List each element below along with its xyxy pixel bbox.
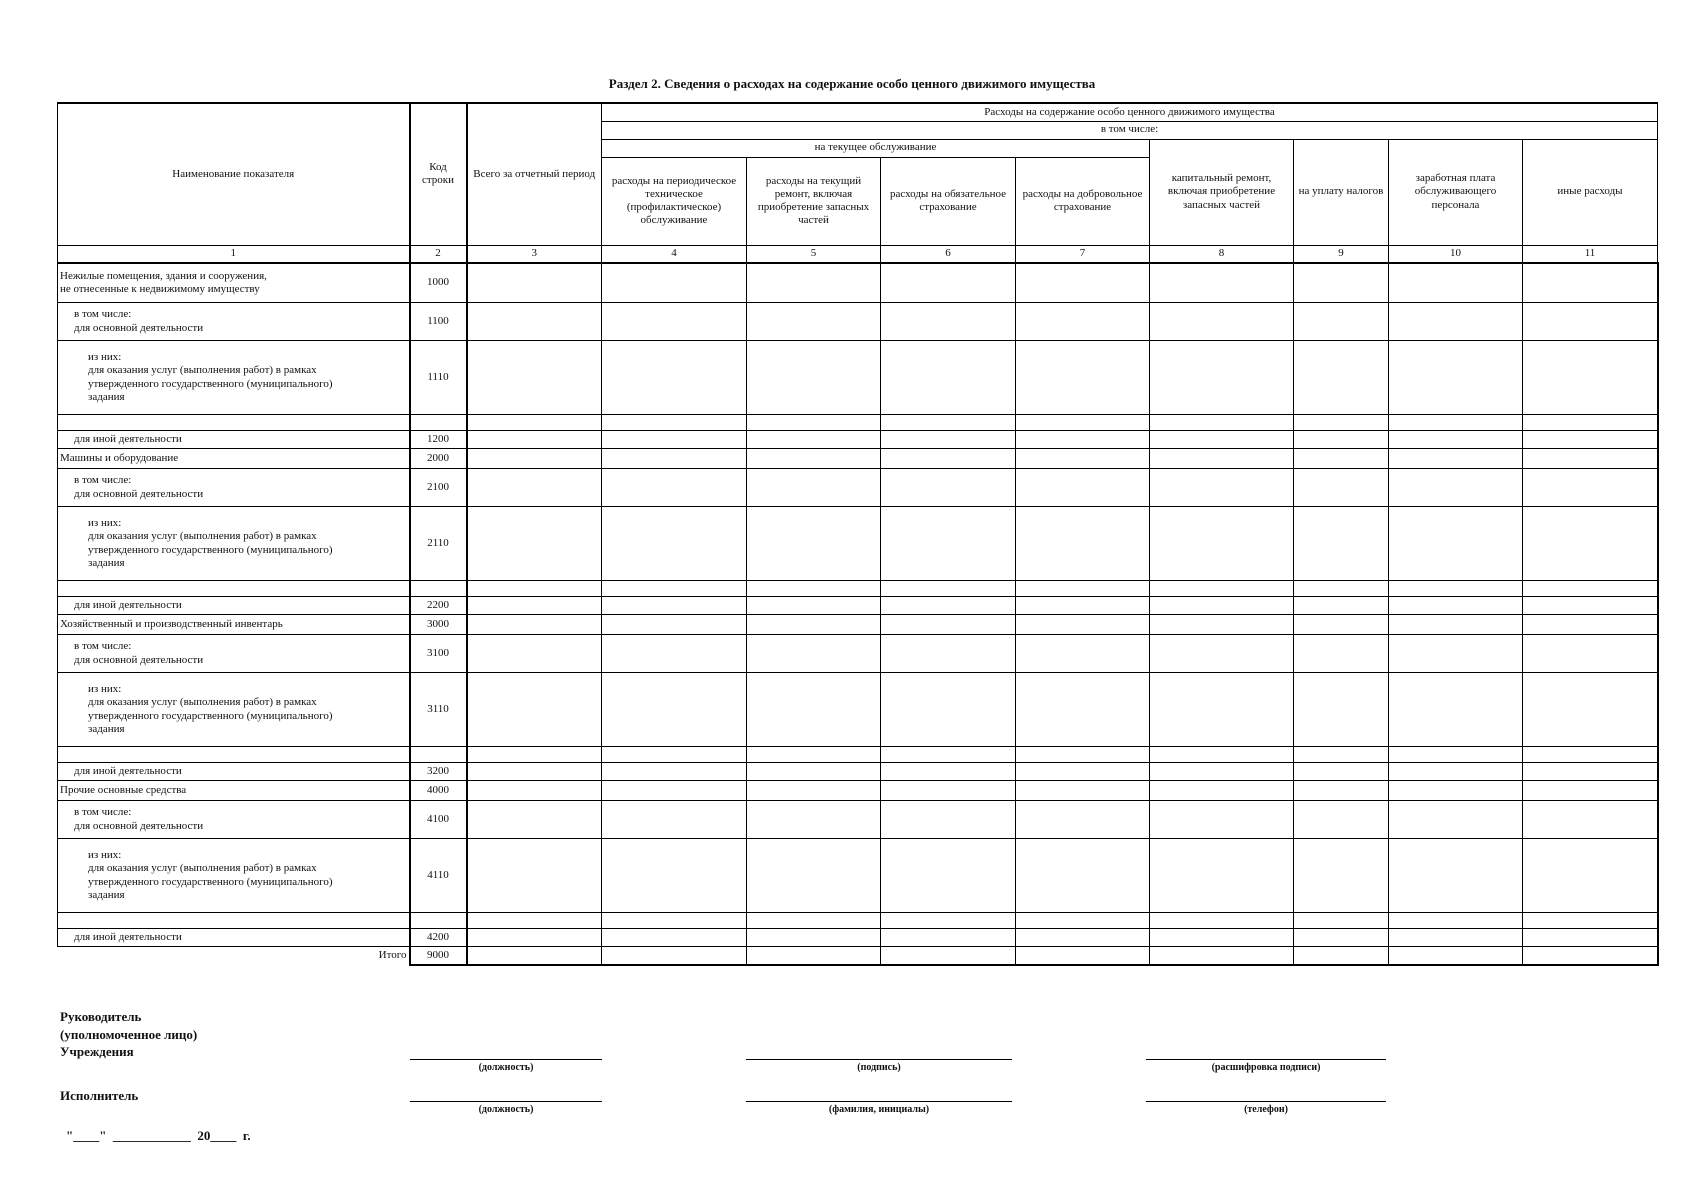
value-cell[interactable] xyxy=(467,341,602,415)
value-cell[interactable] xyxy=(747,469,881,507)
value-cell[interactable] xyxy=(602,673,747,747)
value-cell[interactable] xyxy=(1294,303,1389,341)
table-row xyxy=(58,635,1658,673)
total-value-cell[interactable] xyxy=(1016,947,1150,965)
value-cell[interactable] xyxy=(602,341,747,415)
row-code: 3000 xyxy=(410,615,467,635)
value-cell[interactable] xyxy=(1150,673,1294,747)
row-code: 3110 xyxy=(410,673,467,747)
value-cell[interactable] xyxy=(881,597,1016,615)
value-cell[interactable] xyxy=(1389,913,1523,929)
head-decoding-line[interactable] xyxy=(1146,1059,1386,1060)
row-name xyxy=(58,913,410,929)
header-col-9: на уплату налогов xyxy=(1294,139,1389,245)
value-cell[interactable] xyxy=(1150,913,1294,929)
row-name: Хозяйственный и производственный инвентарь xyxy=(58,615,410,635)
value-cell[interactable] xyxy=(747,303,881,341)
value-cell[interactable] xyxy=(881,839,1016,913)
total-value-cell[interactable] xyxy=(881,947,1016,965)
row-code: 2100 xyxy=(410,469,467,507)
value-cell[interactable] xyxy=(881,929,1016,947)
value-cell[interactable] xyxy=(602,597,747,615)
value-cell[interactable] xyxy=(1389,781,1523,801)
value-cell[interactable] xyxy=(1523,263,1658,303)
value-cell[interactable] xyxy=(602,747,747,763)
value-cell[interactable] xyxy=(881,581,1016,597)
column-numbers-row xyxy=(58,245,1658,263)
value-cell[interactable] xyxy=(1016,781,1150,801)
executor-fio-line[interactable] xyxy=(746,1101,1012,1102)
row-name xyxy=(58,415,410,431)
column-number: 10 xyxy=(1389,245,1523,263)
total-value-cell[interactable] xyxy=(1150,947,1294,965)
value-cell[interactable] xyxy=(1389,615,1523,635)
value-cell[interactable] xyxy=(1016,673,1150,747)
row-name: для иной деятельности xyxy=(58,763,410,781)
value-cell[interactable] xyxy=(1389,469,1523,507)
head-position-line[interactable] xyxy=(410,1059,602,1060)
executor-position-line[interactable] xyxy=(410,1101,602,1102)
value-cell[interactable] xyxy=(881,415,1016,431)
value-cell[interactable] xyxy=(1523,469,1658,507)
total-value-cell[interactable] xyxy=(1389,947,1523,965)
total-value-cell[interactable] xyxy=(467,947,602,965)
value-cell[interactable] xyxy=(1389,763,1523,781)
expenses-table xyxy=(57,102,1659,966)
table-row xyxy=(58,431,1658,449)
header-including: в том числе: xyxy=(602,121,1658,139)
column-number: 8 xyxy=(1150,245,1294,263)
column-number: 6 xyxy=(881,245,1016,263)
value-cell[interactable] xyxy=(881,635,1016,673)
row-code xyxy=(410,913,467,929)
total-row xyxy=(58,947,1658,965)
value-cell[interactable] xyxy=(1150,781,1294,801)
row-name: для иной деятельности xyxy=(58,431,410,449)
value-cell[interactable] xyxy=(881,913,1016,929)
value-cell[interactable] xyxy=(1150,615,1294,635)
header-current-maintenance: на текущее обслуживание xyxy=(602,139,1150,157)
table-row xyxy=(58,781,1658,801)
column-number: 4 xyxy=(602,245,747,263)
value-cell[interactable] xyxy=(467,263,602,303)
value-cell[interactable] xyxy=(1016,581,1150,597)
value-cell[interactable] xyxy=(881,615,1016,635)
value-cell[interactable] xyxy=(1389,263,1523,303)
value-cell[interactable] xyxy=(1523,581,1658,597)
row-code: 1100 xyxy=(410,303,467,341)
value-cell[interactable] xyxy=(881,763,1016,781)
total-value-cell[interactable] xyxy=(602,947,747,965)
value-cell[interactable] xyxy=(747,913,881,929)
value-cell[interactable] xyxy=(1294,449,1389,469)
value-cell[interactable] xyxy=(1294,929,1389,947)
value-cell[interactable] xyxy=(467,597,602,615)
value-cell[interactable] xyxy=(747,615,881,635)
header-col-4: расходы на периодическое техническое (профилактическое) обслуживание xyxy=(602,157,747,245)
row-code: 2110 xyxy=(410,507,467,581)
value-cell[interactable] xyxy=(1150,929,1294,947)
row-code: 4000 xyxy=(410,781,467,801)
row-name: для иной деятельности xyxy=(58,597,410,615)
total-code: 9000 xyxy=(410,947,467,965)
value-cell[interactable] xyxy=(602,415,747,431)
value-cell[interactable] xyxy=(467,635,602,673)
value-cell[interactable] xyxy=(1150,597,1294,615)
row-code: 3200 xyxy=(410,763,467,781)
value-cell[interactable] xyxy=(1016,763,1150,781)
value-cell[interactable] xyxy=(602,801,747,839)
value-cell[interactable] xyxy=(467,615,602,635)
value-cell[interactable] xyxy=(1523,415,1658,431)
value-cell[interactable] xyxy=(747,263,881,303)
value-cell[interactable] xyxy=(1523,747,1658,763)
value-cell[interactable] xyxy=(1523,781,1658,801)
caption-signature: (подпись) xyxy=(857,1062,901,1073)
value-cell[interactable] xyxy=(881,449,1016,469)
value-cell[interactable] xyxy=(467,673,602,747)
value-cell[interactable] xyxy=(881,747,1016,763)
table-row xyxy=(58,341,1658,415)
value-cell[interactable] xyxy=(467,913,602,929)
row-name: из них: для оказания услуг (выполнения работ) в рамках утвержденного государственного (муниципального) задания xyxy=(58,839,410,913)
value-cell[interactable] xyxy=(1294,597,1389,615)
header-col-10: заработная плата обслуживающего персонала xyxy=(1389,139,1523,245)
value-cell[interactable] xyxy=(1389,673,1523,747)
value-cell[interactable] xyxy=(747,415,881,431)
value-cell[interactable] xyxy=(467,303,602,341)
value-cell[interactable] xyxy=(1150,263,1294,303)
value-cell[interactable] xyxy=(602,581,747,597)
date-line: "____" ____________ 20____ г. xyxy=(66,1128,251,1143)
value-cell[interactable] xyxy=(747,781,881,801)
header-col-7: расходы на добровольное страхование xyxy=(1016,157,1150,245)
value-cell[interactable] xyxy=(1150,801,1294,839)
value-cell[interactable] xyxy=(1523,431,1658,449)
value-cell[interactable] xyxy=(1389,597,1523,615)
value-cell[interactable] xyxy=(1523,597,1658,615)
value-cell[interactable] xyxy=(1016,431,1150,449)
value-cell[interactable] xyxy=(1523,615,1658,635)
row-name: из них: для оказания услуг (выполнения работ) в рамках утвержденного государственного (муниципального) задания xyxy=(58,507,410,581)
value-cell[interactable] xyxy=(467,415,602,431)
value-cell[interactable] xyxy=(1294,341,1389,415)
value-cell[interactable] xyxy=(1016,415,1150,431)
value-cell[interactable] xyxy=(1016,615,1150,635)
header-col-11: иные расходы xyxy=(1523,139,1658,245)
value-cell[interactable] xyxy=(881,263,1016,303)
total-label: Итого xyxy=(378,949,407,962)
value-cell[interactable] xyxy=(467,801,602,839)
value-cell[interactable] xyxy=(881,801,1016,839)
value-cell[interactable] xyxy=(1389,341,1523,415)
value-cell[interactable] xyxy=(602,781,747,801)
total-value-cell[interactable] xyxy=(1294,947,1389,965)
value-cell[interactable] xyxy=(1294,415,1389,431)
value-cell[interactable] xyxy=(1389,415,1523,431)
table-row xyxy=(58,913,1658,929)
value-cell[interactable] xyxy=(1294,263,1389,303)
value-cell[interactable] xyxy=(747,929,881,947)
value-cell[interactable] xyxy=(467,507,602,581)
value-cell[interactable] xyxy=(1389,801,1523,839)
row-code xyxy=(410,415,467,431)
value-cell[interactable] xyxy=(602,431,747,449)
value-cell[interactable] xyxy=(1016,929,1150,947)
value-cell[interactable] xyxy=(467,839,602,913)
value-cell[interactable] xyxy=(1523,839,1658,913)
value-cell[interactable] xyxy=(1523,763,1658,781)
header-col-5: расходы на текущий ремонт, включая приобретение запасных частей xyxy=(747,157,881,245)
value-cell[interactable] xyxy=(1389,929,1523,947)
value-cell[interactable] xyxy=(881,431,1016,449)
value-cell[interactable] xyxy=(602,303,747,341)
value-cell[interactable] xyxy=(747,431,881,449)
value-cell[interactable] xyxy=(1016,747,1150,763)
row-name: Машины и оборудование xyxy=(58,449,410,469)
header-name: Наименование показателя xyxy=(58,103,410,245)
value-cell[interactable] xyxy=(1016,469,1150,507)
value-cell[interactable] xyxy=(1294,431,1389,449)
value-cell[interactable] xyxy=(602,263,747,303)
value-cell[interactable] xyxy=(1150,431,1294,449)
row-code xyxy=(410,581,467,597)
value-cell[interactable] xyxy=(1294,635,1389,673)
row-code: 4100 xyxy=(410,801,467,839)
row-code xyxy=(410,747,467,763)
value-cell[interactable] xyxy=(747,747,881,763)
executor-label: Исполнитель xyxy=(60,1088,139,1103)
value-cell[interactable] xyxy=(602,635,747,673)
total-value-cell[interactable] xyxy=(1523,947,1658,965)
value-cell[interactable] xyxy=(1389,581,1523,597)
head-label: Руководитель (уполномоченное лицо) Учреждения xyxy=(60,1009,198,1060)
caption-phone: (телефон) xyxy=(1244,1104,1288,1115)
header-code: Код строки xyxy=(410,103,467,245)
value-cell[interactable] xyxy=(1016,449,1150,469)
value-cell[interactable] xyxy=(1389,747,1523,763)
row-name xyxy=(58,747,410,763)
value-cell[interactable] xyxy=(467,449,602,469)
value-cell[interactable] xyxy=(1016,303,1150,341)
value-cell[interactable] xyxy=(747,763,881,781)
table-row xyxy=(58,839,1658,913)
column-number: 2 xyxy=(410,245,467,263)
value-cell[interactable] xyxy=(1016,507,1150,581)
row-code: 4110 xyxy=(410,839,467,913)
value-cell[interactable] xyxy=(1523,303,1658,341)
header-col-8: капитальный ремонт, включая приобретение запасных частей xyxy=(1150,139,1294,245)
value-cell[interactable] xyxy=(881,673,1016,747)
value-cell[interactable] xyxy=(467,747,602,763)
header-col-6: расходы на обязательное страхование xyxy=(881,157,1016,245)
header-total: Всего за отчетный период xyxy=(467,103,602,245)
value-cell[interactable] xyxy=(1294,581,1389,597)
table-row xyxy=(58,747,1658,763)
row-code: 2200 xyxy=(410,597,467,615)
row-code: 1200 xyxy=(410,431,467,449)
row-name: в том числе: для основной деятельности xyxy=(58,801,410,839)
value-cell[interactable] xyxy=(1294,763,1389,781)
row-code: 4200 xyxy=(410,929,467,947)
value-cell[interactable] xyxy=(1523,929,1658,947)
value-cell[interactable] xyxy=(747,449,881,469)
value-cell[interactable] xyxy=(1150,303,1294,341)
row-name: для иной деятельности xyxy=(58,929,410,947)
caption-position: (должность) xyxy=(478,1062,534,1073)
row-name: в том числе: для основной деятельности xyxy=(58,303,410,341)
value-cell[interactable] xyxy=(1016,913,1150,929)
value-cell[interactable] xyxy=(1294,673,1389,747)
value-cell[interactable] xyxy=(881,303,1016,341)
value-cell[interactable] xyxy=(467,763,602,781)
row-name xyxy=(58,581,410,597)
value-cell[interactable] xyxy=(881,507,1016,581)
value-cell[interactable] xyxy=(881,341,1016,415)
row-code: 1000 xyxy=(410,263,467,303)
table-row xyxy=(58,263,1658,303)
value-cell[interactable] xyxy=(1150,469,1294,507)
caption-decoding: (расшифровка подписи) xyxy=(1211,1062,1321,1073)
value-cell[interactable] xyxy=(1294,507,1389,581)
value-cell[interactable] xyxy=(1389,839,1523,913)
value-cell[interactable] xyxy=(1389,303,1523,341)
value-cell[interactable] xyxy=(1294,747,1389,763)
table-row xyxy=(58,469,1658,507)
column-number: 11 xyxy=(1523,245,1658,263)
table-row xyxy=(58,801,1658,839)
column-number: 5 xyxy=(747,245,881,263)
table-row xyxy=(58,415,1658,431)
column-number: 7 xyxy=(1016,245,1150,263)
value-cell[interactable] xyxy=(467,469,602,507)
value-cell[interactable] xyxy=(602,507,747,581)
value-cell[interactable] xyxy=(747,839,881,913)
value-cell[interactable] xyxy=(1150,341,1294,415)
table-row xyxy=(58,449,1658,469)
value-cell[interactable] xyxy=(1389,449,1523,469)
value-cell[interactable] xyxy=(1294,615,1389,635)
table-row xyxy=(58,763,1658,781)
table-row xyxy=(58,507,1658,581)
value-cell[interactable] xyxy=(1523,507,1658,581)
value-cell[interactable] xyxy=(747,801,881,839)
caption-fio: (фамилия, инициалы) xyxy=(828,1104,930,1115)
value-cell[interactable] xyxy=(1523,913,1658,929)
value-cell[interactable] xyxy=(747,341,881,415)
value-cell[interactable] xyxy=(467,431,602,449)
page-title: Раздел 2. Сведения о расходах на содержание особо ценного движимого имущества xyxy=(608,76,1096,91)
column-number: 9 xyxy=(1294,245,1389,263)
table-row xyxy=(58,929,1658,947)
value-cell[interactable] xyxy=(1016,801,1150,839)
value-cell[interactable] xyxy=(1294,469,1389,507)
value-cell[interactable] xyxy=(602,449,747,469)
value-cell[interactable] xyxy=(1016,839,1150,913)
value-cell[interactable] xyxy=(881,781,1016,801)
value-cell[interactable] xyxy=(602,929,747,947)
value-cell[interactable] xyxy=(1523,801,1658,839)
value-cell[interactable] xyxy=(747,635,881,673)
row-code: 3100 xyxy=(410,635,467,673)
value-cell[interactable] xyxy=(1016,635,1150,673)
value-cell[interactable] xyxy=(1150,763,1294,781)
row-name: Прочие основные средства xyxy=(58,781,410,801)
row-name: Нежилые помещения, здания и сооружения, не отнесенные к недвижимому имуществу xyxy=(58,263,410,303)
value-cell[interactable] xyxy=(1389,431,1523,449)
value-cell[interactable] xyxy=(1016,341,1150,415)
head-signature-line[interactable] xyxy=(746,1059,1012,1060)
value-cell[interactable] xyxy=(1294,839,1389,913)
row-name: из них: для оказания услуг (выполнения работ) в рамках утвержденного государственного (муниципального) задания xyxy=(58,341,410,415)
value-cell[interactable] xyxy=(1150,635,1294,673)
value-cell[interactable] xyxy=(747,581,881,597)
value-cell[interactable] xyxy=(1523,635,1658,673)
value-cell[interactable] xyxy=(1389,507,1523,581)
value-cell[interactable] xyxy=(1294,801,1389,839)
value-cell[interactable] xyxy=(747,597,881,615)
value-cell[interactable] xyxy=(747,673,881,747)
row-code: 2000 xyxy=(410,449,467,469)
table-row xyxy=(58,673,1658,747)
value-cell[interactable] xyxy=(1150,747,1294,763)
header-expenses: Расходы на содержание особо ценного движимого имущества xyxy=(602,103,1658,121)
table-row xyxy=(58,615,1658,635)
value-cell[interactable] xyxy=(1523,449,1658,469)
executor-phone-line[interactable] xyxy=(1146,1101,1386,1102)
row-name: из них: для оказания услуг (выполнения работ) в рамках утвержденного государственного (муниципального) задания xyxy=(58,673,410,747)
value-cell[interactable] xyxy=(747,507,881,581)
value-cell[interactable] xyxy=(467,581,602,597)
value-cell[interactable] xyxy=(1294,781,1389,801)
table-row xyxy=(58,303,1658,341)
value-cell[interactable] xyxy=(1016,263,1150,303)
value-cell[interactable] xyxy=(1523,673,1658,747)
value-cell[interactable] xyxy=(602,839,747,913)
table-row xyxy=(58,597,1658,615)
value-cell[interactable] xyxy=(602,913,747,929)
row-name: в том числе: для основной деятельности xyxy=(58,635,410,673)
value-cell[interactable] xyxy=(1150,415,1294,431)
caption-position-2: (должность) xyxy=(478,1104,534,1115)
value-cell[interactable] xyxy=(1016,597,1150,615)
value-cell[interactable] xyxy=(1150,507,1294,581)
value-cell[interactable] xyxy=(1294,913,1389,929)
value-cell[interactable] xyxy=(1150,581,1294,597)
value-cell[interactable] xyxy=(602,763,747,781)
value-cell[interactable] xyxy=(467,781,602,801)
value-cell[interactable] xyxy=(1150,839,1294,913)
value-cell[interactable] xyxy=(467,929,602,947)
table-row xyxy=(58,581,1658,597)
value-cell[interactable] xyxy=(602,469,747,507)
value-cell[interactable] xyxy=(881,469,1016,507)
value-cell[interactable] xyxy=(1389,635,1523,673)
value-cell[interactable] xyxy=(1523,341,1658,415)
total-value-cell[interactable] xyxy=(747,947,881,965)
value-cell[interactable] xyxy=(602,615,747,635)
column-number: 3 xyxy=(467,245,602,263)
row-code: 1110 xyxy=(410,341,467,415)
value-cell[interactable] xyxy=(1150,449,1294,469)
column-number: 1 xyxy=(58,245,410,263)
row-name: в том числе: для основной деятельности xyxy=(58,469,410,507)
